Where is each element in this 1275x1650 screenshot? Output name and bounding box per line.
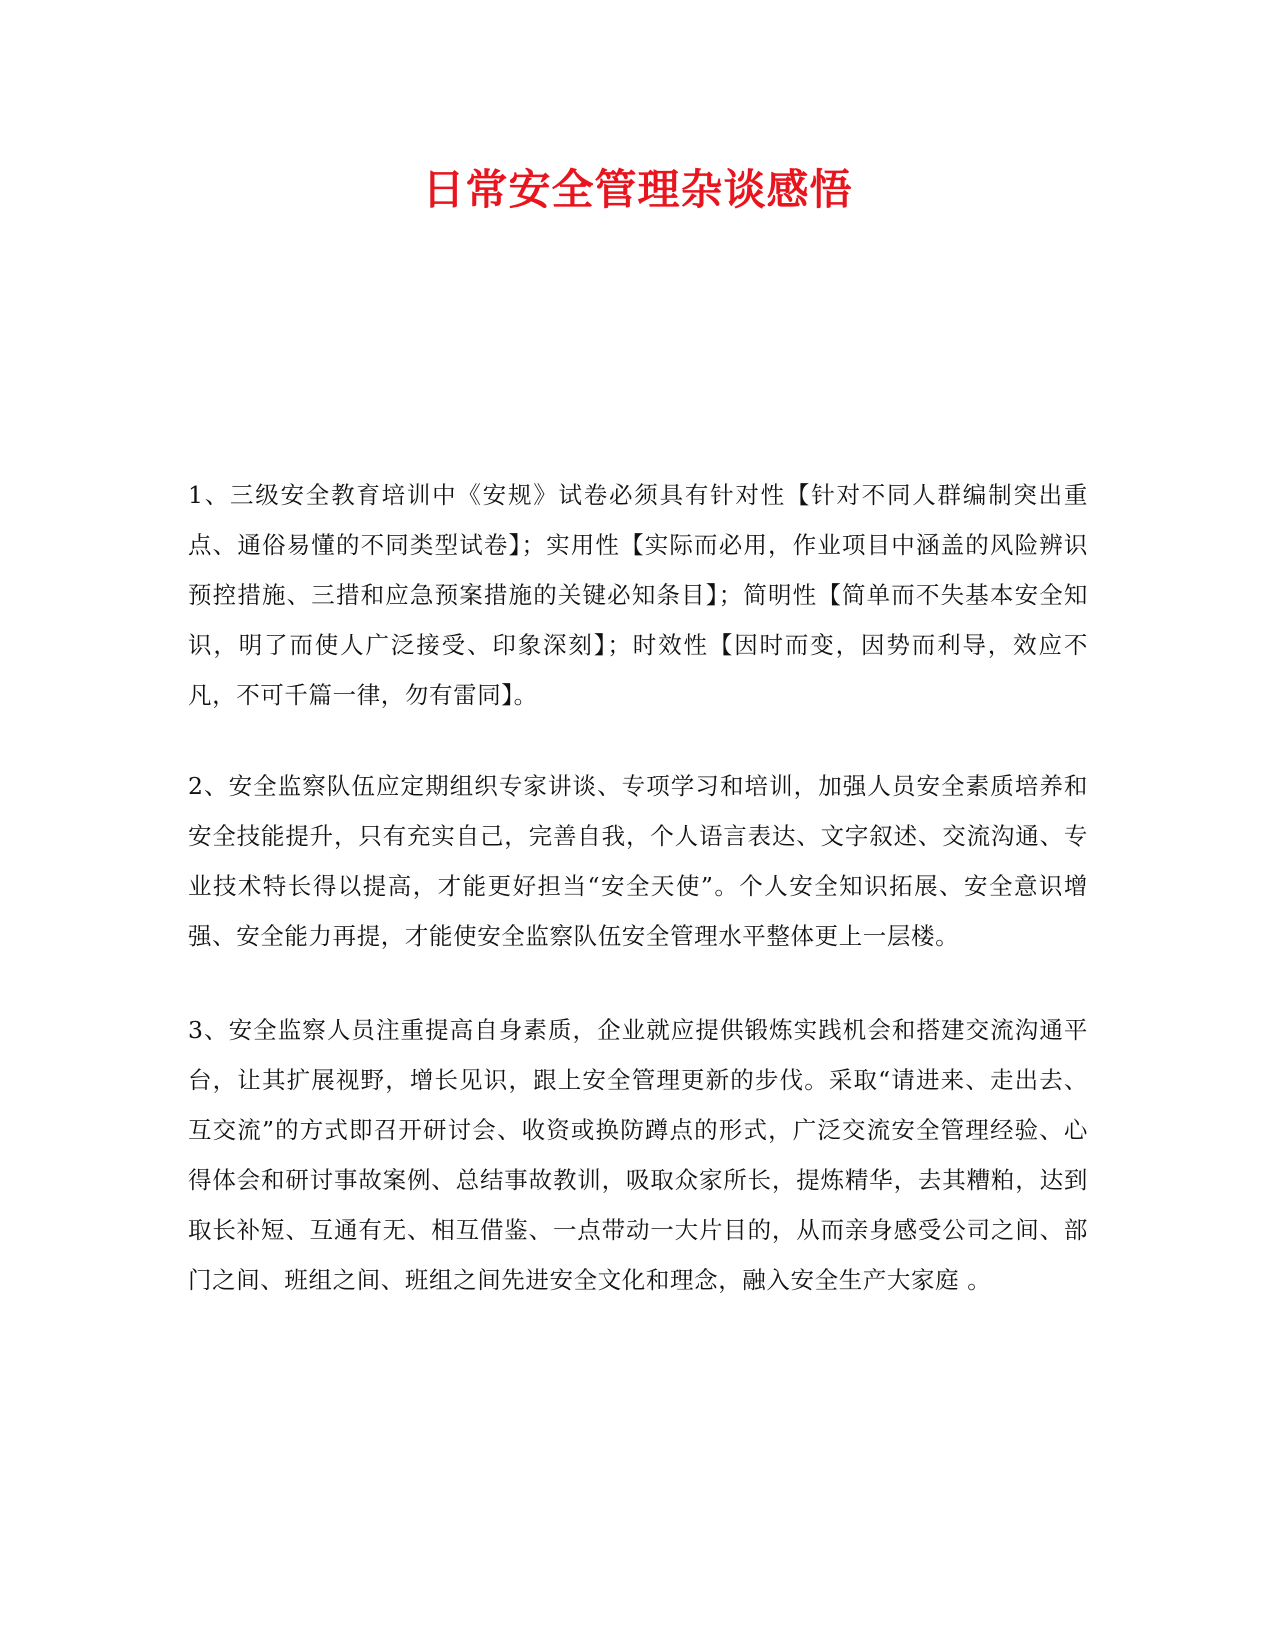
paragraph-2: 2、安全监察队伍应定期组织专家讲谈、专项学习和培训，加强人员安全素质培养和安全技能提升，只有充实自己，完善自我，个人语言表达、文字叙述、交流沟通、专业技术特长得以提高，才能更好担当“安全天使”。个人安全知识拓展、安全意识增强、安全能力再提，才能使安全监察队伍安全管理水平整体更上一层楼。 <box>188 772 1088 950</box>
paragraph-3: 3、安全监察人员注重提高自身素质，企业就应提供锻炼实践机会和搭建交流沟通平台，让其扩展视野，增长见识，跟上安全管理更新的步伐。采取“请进来、走出去、互交流”的方式即召开研讨会、收资或换防蹲点的形式，广泛交流安全管理经验、心得体会和研讨事故案例、总结事故教训，吸取众家所长，提炼精华，去其糟粕，达到取长补短、互通有无、相互借鉴、一点带动一大片目的，从而亲身感受公司之间、部门之间、班组之间、班组之间先进安全文化和理念，融入安全生产大家庭 。 <box>188 1016 1088 1294</box>
page-title: 日常安全管理杂谈感悟 <box>422 165 853 214</box>
paragraph-1: 1、三级安全教育培训中《安规》试卷必须具有针对性【针对不同人群编制突出重点、通俗易懂的不同类型试卷】；实用性【实际而必用，作业项目中涵盖的风险辨识预控措施、三措和应急预案措施的关键必知条目】；简明性【简单而不失基本安全知识，明了而使人广泛接受、印象深刻】；时效性【因时而变，因势而利导，效应不凡，不可千篇一律，勿有雷同】。 <box>188 481 1088 709</box>
